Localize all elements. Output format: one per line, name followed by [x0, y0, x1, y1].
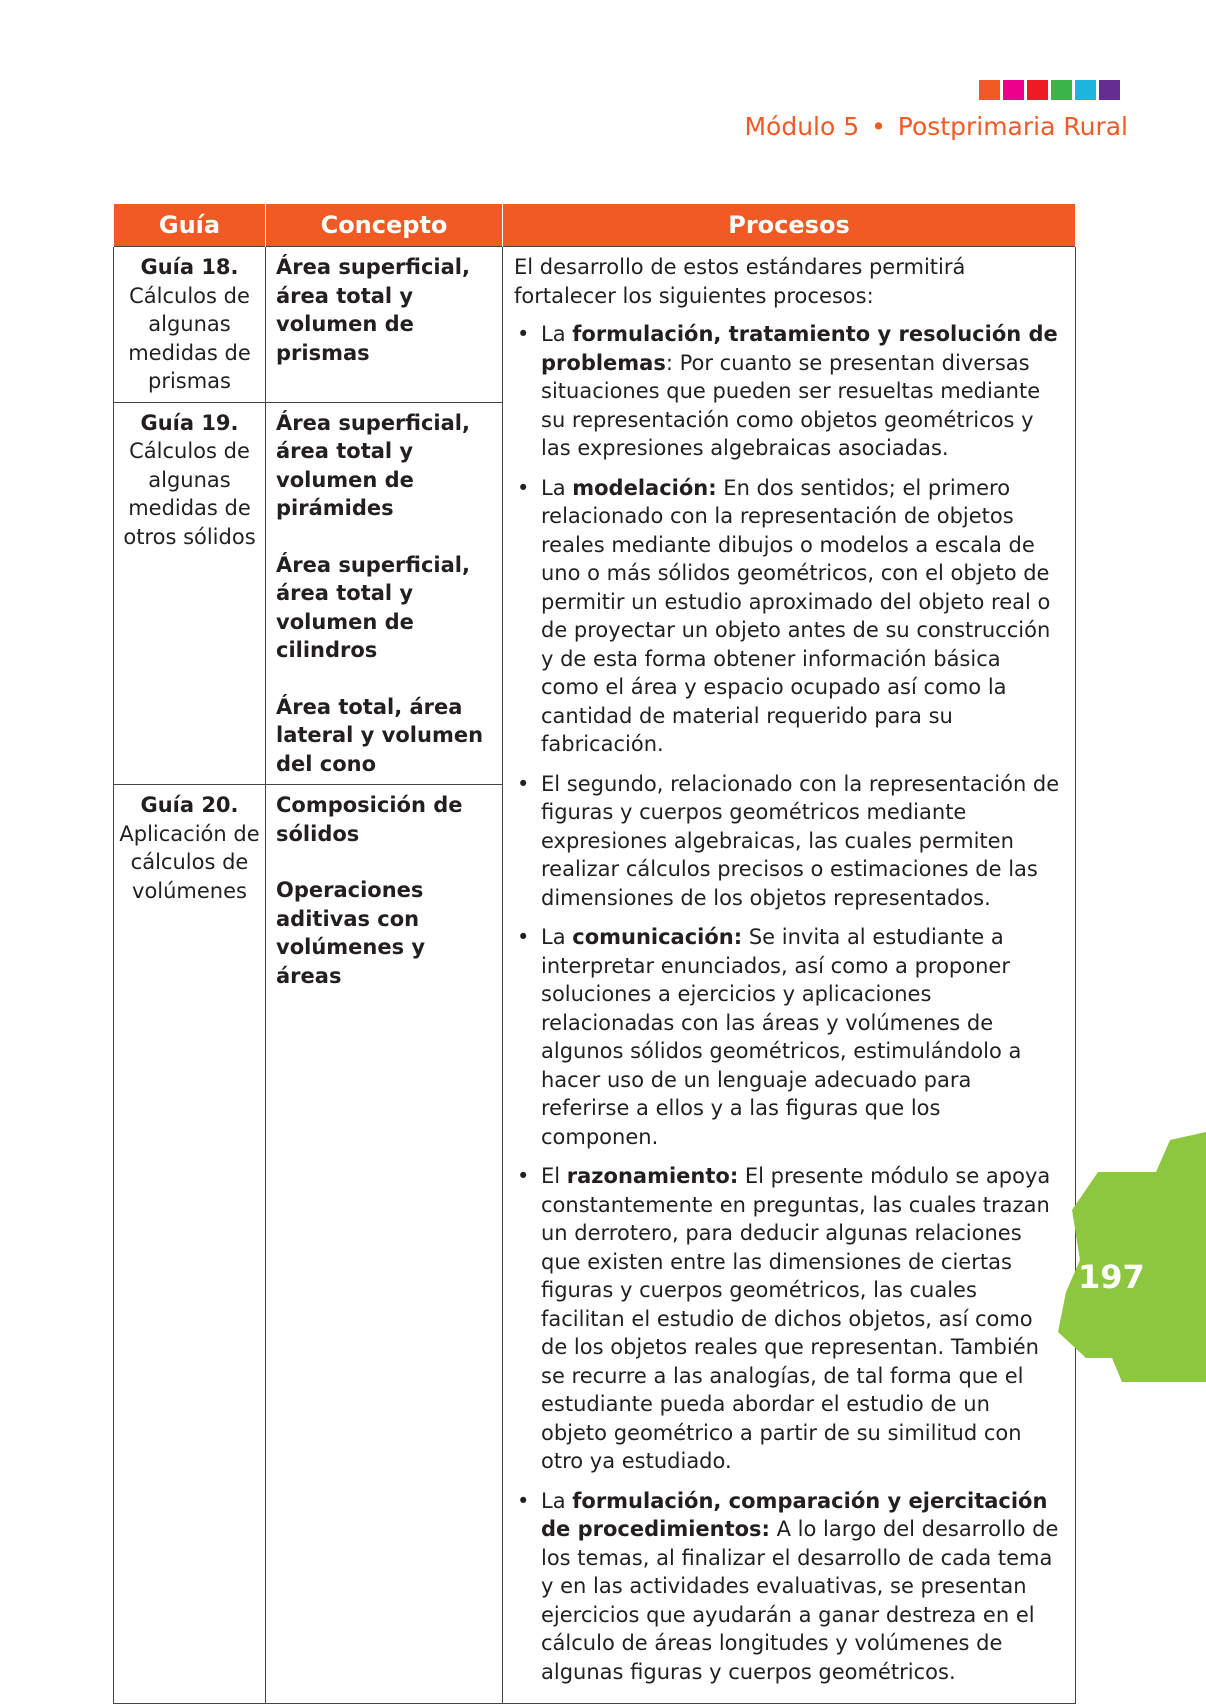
module-title [744, 112, 1128, 141]
list-item: • El segundo, relacionado con la representación de figuras y cuerpos geométricos mediante expresiones algebraicas, las cuales permiten realizar cálculos precisos o estimaciones de las dimensiones de los objetos representados. [514, 770, 1061, 913]
color-swatch [979, 80, 1000, 100]
concepto-item: Área total, área lateral y volumen del cono [276, 694, 484, 776]
guia-title: Guía 18. [140, 255, 239, 279]
list-item: • La modelación: En dos sentidos; el primero relacionado con la representación de objetos reales mediante dibujos o modelos a escala de uno o más sólidos geométricos, con el objeto de permitir un estudio aproximado del objeto real o de proyectar un objeto antes de su construcción y de esta forma obtener información básica como el área y espacio ocupado así como la cantidad de material requerido para su fabricación. [514, 474, 1061, 759]
header-procesos: Procesos [503, 204, 1076, 247]
program-label: Postprimaria Rural [897, 112, 1128, 141]
standards-table [113, 204, 1076, 1704]
concepto-cell [266, 402, 503, 785]
concepto-item: Área superficial, área total y volumen de pirámides [276, 410, 470, 520]
list-item: • La formulación, comparación y ejercitación de procedimientos: A lo largo del desarrollo de los temas, al finalizar el desarrollo de cada tema y en las actividades evaluativas, se presentan ejercicios que ayudarán a ganar destreza en el cálculo de áreas longitudes y volúmenes de algunas figuras y cuerpos geométricos. [514, 1487, 1061, 1687]
list-item: • El razonamiento: El presente módulo se apoya constantemente en preguntas, las cuales trazan un derrotero, para deducir algunas relaciones que existen entre las dimensiones de ciertas figuras y cuerpos geométricos, las cuales facilitan el estudio de dichos objetos, así como de los objetos reales que representan. También se recurre a las analogías, de tal forma que el estudiante pueda abordar el estudio de un objeto geométrico a partir de su similitud con otro ya estudiado. [514, 1162, 1061, 1476]
page-number: 197 [1078, 1258, 1145, 1296]
guia-cell [114, 785, 266, 1704]
table-header-row [114, 204, 1076, 247]
table-row [114, 247, 1076, 403]
concepto-item: Área superficial, área total y volumen de cilindros [276, 552, 470, 662]
color-swatch [1099, 80, 1120, 100]
header-guia: Guía [114, 204, 266, 247]
list-item: • La formulación, tratamiento y resolución de problemas: Por cuanto se presentan diversas situaciones que pueden ser resueltas mediante su representación como objetos geométricos y las expresiones algebraicas asociadas. [514, 320, 1061, 463]
color-swatch [1075, 80, 1096, 100]
color-swatch [1003, 80, 1024, 100]
concepto-cell [266, 785, 503, 1704]
procesos-intro: El desarrollo de estos estándares permitirá fortalecer los siguientes procesos: [514, 255, 966, 308]
guia-description: Aplicación de cálculos de volúmenes [119, 821, 260, 903]
guia-title: Guía 20. [140, 793, 239, 817]
hexagon-decoration [1058, 1132, 1206, 1382]
header-concepto: Concepto [266, 204, 503, 247]
guia-title: Guía 19. [140, 410, 239, 435]
color-swatch-bar [979, 80, 1120, 100]
module-label: Módulo 5 [744, 112, 860, 141]
list-item: • La comunicación: Se invita al estudiante a interpretar enunciados, así como a proponer soluciones a ejercicios y aplicaciones relacionadas con las áreas y volúmenes de algunos sólidos geométricos, estimulándolo a hacer uso de un lenguaje adecuado para referirse a ellos y a las figuras que los componen. [514, 923, 1061, 1151]
concepto-item: Composición de sólidos [276, 793, 463, 846]
hexagon-shape [1058, 1132, 1206, 1382]
guia-description: Cálculos de algunas medidas de prismas [128, 283, 251, 393]
color-swatch [1051, 80, 1072, 100]
concepto-cell [266, 247, 503, 403]
procesos-cell [503, 247, 1076, 1704]
color-swatch [1027, 80, 1048, 100]
procesos-list [514, 320, 1061, 1686]
title-separator: • [871, 112, 886, 141]
concepto-item: Operaciones aditivas con volúmenes y áreas [276, 878, 426, 988]
guia-description: Cálculos de algunas medidas de otros sólidos [123, 439, 256, 549]
guia-cell [114, 247, 266, 403]
guia-cell [114, 402, 266, 785]
concepto-item: Área superficial, área total y volumen de prismas [276, 255, 470, 365]
